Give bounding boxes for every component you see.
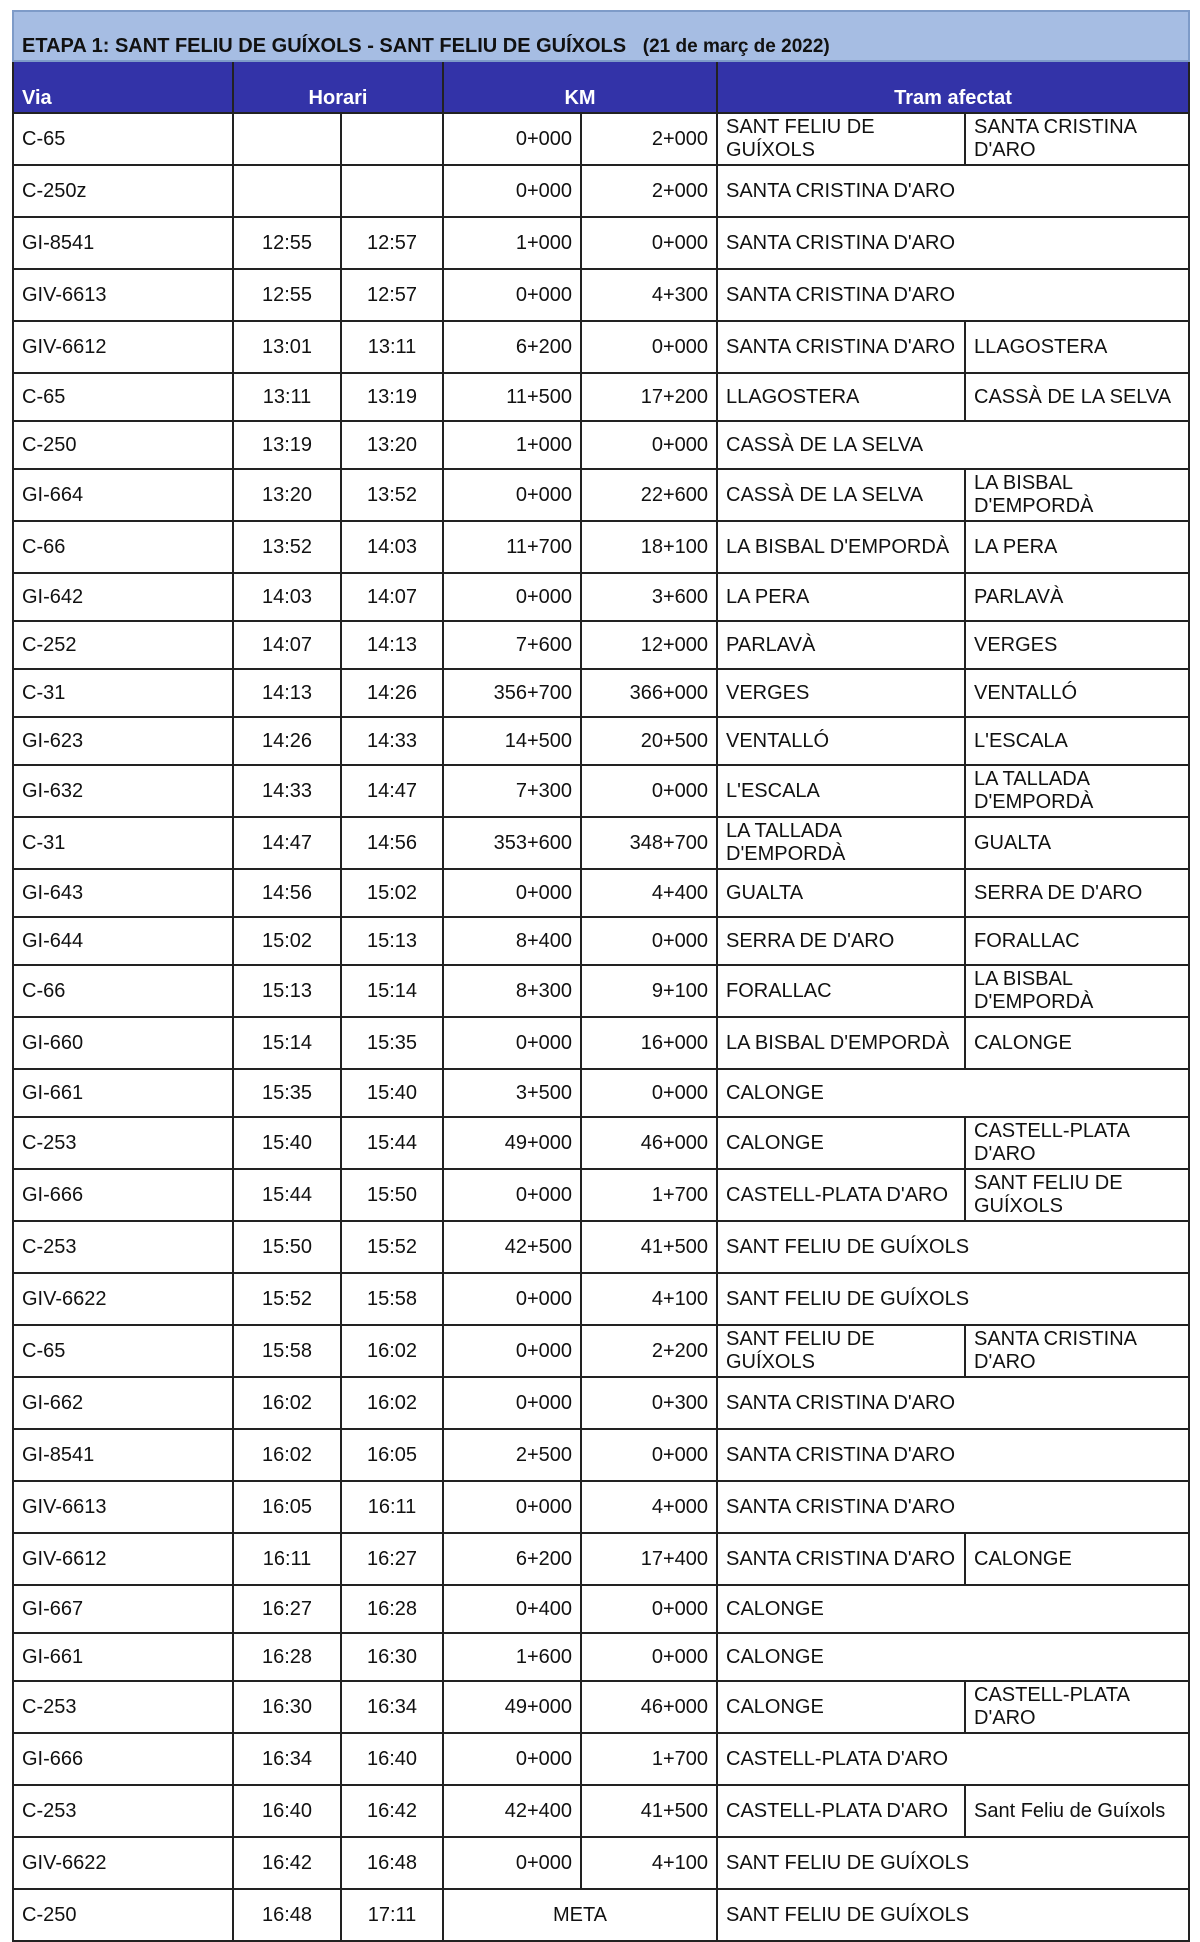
- table-row: [13, 1837, 1189, 1889]
- cell-km-start: 0+000: [443, 165, 581, 217]
- cell-km-start: 11+500: [443, 373, 581, 421]
- cell-time-end: 14:26: [341, 669, 443, 717]
- cell-tram-to: CASSÀ DE LA SELVA: [965, 373, 1189, 421]
- table-row: [13, 621, 1189, 669]
- cell-tram: SANT FELIU DE GUÍXOLS: [717, 1273, 1189, 1325]
- cell-tram-to: L'ESCALA: [965, 717, 1189, 765]
- cell-km-meta: META: [443, 1889, 717, 1941]
- cell-km-end: 4+000: [581, 1481, 717, 1533]
- header-tram-afectat: Tram afectat: [717, 61, 1189, 113]
- cell-time-start: 16:27: [233, 1585, 341, 1633]
- cell-time-start: 16:02: [233, 1377, 341, 1429]
- cell-km-start: 0+000: [443, 1325, 581, 1377]
- cell-time-end: 16:42: [341, 1785, 443, 1837]
- cell-time-end: 15:02: [341, 869, 443, 917]
- cell-time-end: 16:34: [341, 1681, 443, 1733]
- cell-time-start: 12:55: [233, 217, 341, 269]
- cell-time-start: 14:07: [233, 621, 341, 669]
- cell-time-end: 15:13: [341, 917, 443, 965]
- table-row: [13, 1533, 1189, 1585]
- cell-tram-to: Sant Feliu de Guíxols: [965, 1785, 1189, 1837]
- cell-via: GIV-6613: [13, 269, 233, 321]
- stage-title: [13, 11, 1189, 61]
- cell-time-end: 16:02: [341, 1377, 443, 1429]
- cell-time-end: 16:02: [341, 1325, 443, 1377]
- cell-time-end: [341, 165, 443, 217]
- stage-table-container: [12, 10, 1188, 1942]
- table-row: [13, 717, 1189, 765]
- table-row: [13, 965, 1189, 1017]
- cell-via: C-252: [13, 621, 233, 669]
- cell-time-start: 15:13: [233, 965, 341, 1017]
- cell-time-end: 15:35: [341, 1017, 443, 1069]
- cell-tram-from: LLAGOSTERA: [717, 373, 965, 421]
- cell-tram-from: CASTELL-PLATA D'ARO: [717, 1169, 965, 1221]
- cell-km-end: 18+100: [581, 521, 717, 573]
- title-row: [13, 11, 1189, 61]
- cell-tram: SANTA CRISTINA D'ARO: [717, 1377, 1189, 1429]
- table-row: [13, 669, 1189, 717]
- cell-time-end: 13:19: [341, 373, 443, 421]
- cell-tram-from: LA BISBAL D'EMPORDÀ: [717, 1017, 965, 1069]
- cell-via: GI-8541: [13, 1429, 233, 1481]
- cell-time-start: 16:48: [233, 1889, 341, 1941]
- cell-tram-from: L'ESCALA: [717, 765, 965, 817]
- cell-via: GI-667: [13, 1585, 233, 1633]
- cell-tram-from: CASSÀ DE LA SELVA: [717, 469, 965, 521]
- cell-time-end: 16:30: [341, 1633, 443, 1681]
- table-row: [13, 269, 1189, 321]
- table-row: [13, 1377, 1189, 1429]
- cell-km-end: 1+700: [581, 1169, 717, 1221]
- cell-via: C-250: [13, 1889, 233, 1941]
- cell-km-end: 0+000: [581, 321, 717, 373]
- table-row: [13, 1585, 1189, 1633]
- table-row: [13, 1325, 1189, 1377]
- cell-time-end: 15:52: [341, 1221, 443, 1273]
- cell-km-start: 0+000: [443, 1017, 581, 1069]
- table-row: [13, 321, 1189, 373]
- table-row: [13, 217, 1189, 269]
- cell-tram-from: LA PERA: [717, 573, 965, 621]
- cell-km-start: 14+500: [443, 717, 581, 765]
- cell-km-end: 0+000: [581, 1069, 717, 1117]
- cell-km-start: 0+000: [443, 1481, 581, 1533]
- cell-via: GIV-6622: [13, 1837, 233, 1889]
- header-via: Via: [13, 61, 233, 113]
- cell-time-end: 17:11: [341, 1889, 443, 1941]
- cell-km-start: 0+000: [443, 1733, 581, 1785]
- cell-km-end: 17+200: [581, 373, 717, 421]
- cell-time-start: 15:35: [233, 1069, 341, 1117]
- cell-km-start: 1+600: [443, 1633, 581, 1681]
- cell-via: C-66: [13, 965, 233, 1017]
- cell-tram-to: LA BISBAL D'EMPORDÀ: [965, 469, 1189, 521]
- cell-via: C-253: [13, 1221, 233, 1273]
- cell-tram: SANTA CRISTINA D'ARO: [717, 165, 1189, 217]
- cell-km-end: 41+500: [581, 1221, 717, 1273]
- cell-km-start: 49+000: [443, 1117, 581, 1169]
- cell-km-start: 6+200: [443, 321, 581, 373]
- cell-tram-from: SANT FELIU DE GUÍXOLS: [717, 1325, 965, 1377]
- cell-tram-from: CALONGE: [717, 1681, 965, 1733]
- stage-table: [12, 10, 1190, 1942]
- table-row: [13, 1681, 1189, 1733]
- header-km: KM: [443, 61, 717, 113]
- cell-time-end: 16:11: [341, 1481, 443, 1533]
- cell-time-start: 13:19: [233, 421, 341, 469]
- cell-km-end: 46+000: [581, 1117, 717, 1169]
- cell-tram-to: LA BISBAL D'EMPORDÀ: [965, 965, 1189, 1017]
- cell-km-end: 22+600: [581, 469, 717, 521]
- cell-tram-to: LA PERA: [965, 521, 1189, 573]
- cell-km-end: 4+400: [581, 869, 717, 917]
- cell-time-start: 14:56: [233, 869, 341, 917]
- table-row: [13, 1221, 1189, 1273]
- table-row: [13, 1633, 1189, 1681]
- cell-via: GIV-6613: [13, 1481, 233, 1533]
- cell-tram: SANTA CRISTINA D'ARO: [717, 269, 1189, 321]
- cell-tram-from: LA BISBAL D'EMPORDÀ: [717, 521, 965, 573]
- cell-tram: SANTA CRISTINA D'ARO: [717, 217, 1189, 269]
- cell-time-start: [233, 113, 341, 165]
- cell-time-end: 15:58: [341, 1273, 443, 1325]
- cell-tram-from: GUALTA: [717, 869, 965, 917]
- cell-time-start: 16:30: [233, 1681, 341, 1733]
- cell-tram-from: FORALLAC: [717, 965, 965, 1017]
- cell-time-start: 14:03: [233, 573, 341, 621]
- cell-km-start: 0+000: [443, 573, 581, 621]
- cell-time-end: [341, 113, 443, 165]
- cell-time-end: 12:57: [341, 269, 443, 321]
- cell-time-end: 16:48: [341, 1837, 443, 1889]
- cell-km-start: 356+700: [443, 669, 581, 717]
- cell-tram-from: SANTA CRISTINA D'ARO: [717, 1533, 965, 1585]
- cell-km-start: 8+400: [443, 917, 581, 965]
- cell-km-end: 2+000: [581, 113, 717, 165]
- cell-km-start: 2+500: [443, 1429, 581, 1481]
- cell-km-start: 42+400: [443, 1785, 581, 1837]
- cell-time-start: 16:34: [233, 1733, 341, 1785]
- cell-km-end: 0+000: [581, 917, 717, 965]
- cell-time-start: 16:40: [233, 1785, 341, 1837]
- cell-via: GI-643: [13, 869, 233, 917]
- table-row: [13, 165, 1189, 217]
- cell-tram-to: GUALTA: [965, 817, 1189, 869]
- cell-time-start: 16:28: [233, 1633, 341, 1681]
- cell-via: C-66: [13, 521, 233, 573]
- header-horari: Horari: [233, 61, 443, 113]
- cell-km-end: 366+000: [581, 669, 717, 717]
- cell-tram-from: VERGES: [717, 669, 965, 717]
- cell-km-start: 1+000: [443, 217, 581, 269]
- cell-via: GI-632: [13, 765, 233, 817]
- cell-via: GI-660: [13, 1017, 233, 1069]
- cell-km-start: 0+000: [443, 269, 581, 321]
- cell-km-end: 348+700: [581, 817, 717, 869]
- cell-tram-to: CASTELL-PLATA D'ARO: [965, 1681, 1189, 1733]
- cell-time-end: 13:52: [341, 469, 443, 521]
- cell-tram: SANT FELIU DE GUÍXOLS: [717, 1221, 1189, 1273]
- cell-time-start: 16:02: [233, 1429, 341, 1481]
- cell-km-start: 6+200: [443, 1533, 581, 1585]
- cell-via: GI-666: [13, 1169, 233, 1221]
- cell-time-start: 15:52: [233, 1273, 341, 1325]
- cell-via: GI-661: [13, 1069, 233, 1117]
- cell-time-end: 14:47: [341, 765, 443, 817]
- cell-km-start: 11+700: [443, 521, 581, 573]
- cell-km-start: 0+000: [443, 1377, 581, 1429]
- cell-tram-from: VENTALLÓ: [717, 717, 965, 765]
- cell-via: GI-623: [13, 717, 233, 765]
- cell-time-start: 13:52: [233, 521, 341, 573]
- cell-tram: CALONGE: [717, 1585, 1189, 1633]
- cell-km-end: 0+000: [581, 217, 717, 269]
- cell-km-end: 0+000: [581, 1429, 717, 1481]
- cell-time-start: 14:26: [233, 717, 341, 765]
- cell-via: GI-666: [13, 1733, 233, 1785]
- cell-time-start: 12:55: [233, 269, 341, 321]
- cell-tram-from: PARLAVÀ: [717, 621, 965, 669]
- cell-tram-to: CALONGE: [965, 1533, 1189, 1585]
- cell-time-end: 12:57: [341, 217, 443, 269]
- cell-via: C-65: [13, 373, 233, 421]
- table-row: [13, 817, 1189, 869]
- header-row: [13, 61, 1189, 113]
- cell-km-start: 0+000: [443, 869, 581, 917]
- cell-km-end: 4+100: [581, 1273, 717, 1325]
- cell-time-start: 13:20: [233, 469, 341, 521]
- cell-time-end: 14:33: [341, 717, 443, 765]
- cell-km-start: 0+400: [443, 1585, 581, 1633]
- table-row: [13, 573, 1189, 621]
- cell-tram-to: LLAGOSTERA: [965, 321, 1189, 373]
- cell-km-end: 0+000: [581, 421, 717, 469]
- cell-via: GIV-6612: [13, 1533, 233, 1585]
- cell-via: C-250z: [13, 165, 233, 217]
- table-row: [13, 1169, 1189, 1221]
- cell-time-end: 16:28: [341, 1585, 443, 1633]
- cell-tram-to: CALONGE: [965, 1017, 1189, 1069]
- cell-km-start: 0+000: [443, 469, 581, 521]
- cell-km-end: 17+400: [581, 1533, 717, 1585]
- cell-km-end: 0+000: [581, 1633, 717, 1681]
- cell-km-start: 3+500: [443, 1069, 581, 1117]
- cell-time-end: 14:03: [341, 521, 443, 573]
- cell-time-end: 14:13: [341, 621, 443, 669]
- cell-km-start: 7+300: [443, 765, 581, 817]
- cell-km-end: 0+300: [581, 1377, 717, 1429]
- cell-via: C-253: [13, 1785, 233, 1837]
- cell-time-start: [233, 165, 341, 217]
- table-row: [13, 521, 1189, 573]
- cell-via: C-65: [13, 113, 233, 165]
- cell-tram-to: VERGES: [965, 621, 1189, 669]
- cell-time-start: 14:47: [233, 817, 341, 869]
- cell-tram-to: CASTELL-PLATA D'ARO: [965, 1117, 1189, 1169]
- cell-time-start: 15:58: [233, 1325, 341, 1377]
- cell-time-end: 16:27: [341, 1533, 443, 1585]
- table-row: [13, 1117, 1189, 1169]
- cell-tram-to: SERRA DE D'ARO: [965, 869, 1189, 917]
- cell-tram-to: VENTALLÓ: [965, 669, 1189, 717]
- cell-km-start: 0+000: [443, 1169, 581, 1221]
- cell-tram: SANT FELIU DE GUÍXOLS: [717, 1837, 1189, 1889]
- cell-time-start: 15:14: [233, 1017, 341, 1069]
- cell-km-end: 12+000: [581, 621, 717, 669]
- cell-via: GI-662: [13, 1377, 233, 1429]
- cell-via: GIV-6612: [13, 321, 233, 373]
- cell-time-start: 15:40: [233, 1117, 341, 1169]
- table-row: [13, 1429, 1189, 1481]
- cell-km-end: 2+200: [581, 1325, 717, 1377]
- table-row: [13, 1889, 1189, 1941]
- cell-time-end: 14:07: [341, 573, 443, 621]
- cell-time-end: 16:40: [341, 1733, 443, 1785]
- table-row: [13, 421, 1189, 469]
- cell-tram-from: SERRA DE D'ARO: [717, 917, 965, 965]
- cell-km-start: 7+600: [443, 621, 581, 669]
- cell-tram-from: CALONGE: [717, 1117, 965, 1169]
- table-row: [13, 917, 1189, 965]
- cell-tram: CASTELL-PLATA D'ARO: [717, 1733, 1189, 1785]
- cell-via: GI-644: [13, 917, 233, 965]
- stage-date: (21 de març de 2022): [642, 36, 830, 57]
- table-row: [13, 113, 1189, 165]
- cell-km-start: 0+000: [443, 113, 581, 165]
- cell-time-start: 15:44: [233, 1169, 341, 1221]
- cell-km-end: 46+000: [581, 1681, 717, 1733]
- cell-time-start: 15:50: [233, 1221, 341, 1273]
- table-row: [13, 1733, 1189, 1785]
- cell-time-start: 16:05: [233, 1481, 341, 1533]
- cell-tram: SANTA CRISTINA D'ARO: [717, 1481, 1189, 1533]
- cell-time-start: 15:02: [233, 917, 341, 965]
- cell-tram-to: LA TALLADA D'EMPORDÀ: [965, 765, 1189, 817]
- cell-via: C-253: [13, 1117, 233, 1169]
- cell-time-start: 13:01: [233, 321, 341, 373]
- cell-km-start: 49+000: [443, 1681, 581, 1733]
- cell-time-end: 15:50: [341, 1169, 443, 1221]
- cell-km-end: 0+000: [581, 765, 717, 817]
- cell-tram-to: SANTA CRISTINA D'ARO: [965, 1325, 1189, 1377]
- cell-km-end: 1+700: [581, 1733, 717, 1785]
- stage-name: ETAPA 1: SANT FELIU DE GUÍXOLS - SANT FELIU DE GUÍXOLS: [22, 35, 627, 57]
- table-row: [13, 1785, 1189, 1837]
- cell-time-end: 13:20: [341, 421, 443, 469]
- table-row: [13, 869, 1189, 917]
- cell-km-start: 1+000: [443, 421, 581, 469]
- cell-km-end: 4+100: [581, 1837, 717, 1889]
- table-body: [13, 113, 1189, 1941]
- cell-time-end: 16:05: [341, 1429, 443, 1481]
- table-row: [13, 1069, 1189, 1117]
- cell-time-end: 13:11: [341, 321, 443, 373]
- table-row: [13, 373, 1189, 421]
- cell-via: C-253: [13, 1681, 233, 1733]
- cell-km-start: 8+300: [443, 965, 581, 1017]
- cell-via: GI-664: [13, 469, 233, 521]
- cell-via: GIV-6622: [13, 1273, 233, 1325]
- cell-tram-to: SANT FELIU DE GUÍXOLS: [965, 1169, 1189, 1221]
- cell-tram: CASSÀ DE LA SELVA: [717, 421, 1189, 469]
- cell-time-start: 14:13: [233, 669, 341, 717]
- table-row: [13, 765, 1189, 817]
- cell-tram-from: SANTA CRISTINA D'ARO: [717, 321, 965, 373]
- cell-time-start: 16:42: [233, 1837, 341, 1889]
- cell-tram-from: LA TALLADA D'EMPORDÀ: [717, 817, 965, 869]
- cell-km-start: 42+500: [443, 1221, 581, 1273]
- cell-km-start: 0+000: [443, 1837, 581, 1889]
- cell-tram-to: FORALLAC: [965, 917, 1189, 965]
- cell-time-end: 15:40: [341, 1069, 443, 1117]
- cell-time-end: 15:44: [341, 1117, 443, 1169]
- cell-tram: CALONGE: [717, 1633, 1189, 1681]
- cell-via: C-31: [13, 669, 233, 717]
- cell-km-end: 3+600: [581, 573, 717, 621]
- cell-tram-to: SANTA CRISTINA D'ARO: [965, 113, 1189, 165]
- cell-km-end: 41+500: [581, 1785, 717, 1837]
- cell-tram: SANT FELIU DE GUÍXOLS: [717, 1889, 1189, 1941]
- table-row: [13, 1017, 1189, 1069]
- table-row: [13, 1273, 1189, 1325]
- cell-via: GI-642: [13, 573, 233, 621]
- cell-km-end: 16+000: [581, 1017, 717, 1069]
- cell-tram-from: CASTELL-PLATA D'ARO: [717, 1785, 965, 1837]
- cell-time-start: 14:33: [233, 765, 341, 817]
- cell-km-end: 9+100: [581, 965, 717, 1017]
- cell-time-start: 13:11: [233, 373, 341, 421]
- cell-tram-to: PARLAVÀ: [965, 573, 1189, 621]
- cell-via: GI-661: [13, 1633, 233, 1681]
- table-row: [13, 1481, 1189, 1533]
- cell-km-start: 0+000: [443, 1273, 581, 1325]
- cell-km-end: 2+000: [581, 165, 717, 217]
- cell-tram-from: SANT FELIU DE GUÍXOLS: [717, 113, 965, 165]
- cell-time-end: 14:56: [341, 817, 443, 869]
- cell-tram: CALONGE: [717, 1069, 1189, 1117]
- cell-km-end: 20+500: [581, 717, 717, 765]
- cell-tram: SANTA CRISTINA D'ARO: [717, 1429, 1189, 1481]
- cell-via: C-65: [13, 1325, 233, 1377]
- cell-via: C-250: [13, 421, 233, 469]
- cell-km-start: 353+600: [443, 817, 581, 869]
- cell-time-end: 15:14: [341, 965, 443, 1017]
- cell-via: GI-8541: [13, 217, 233, 269]
- table-row: [13, 469, 1189, 521]
- cell-time-start: 16:11: [233, 1533, 341, 1585]
- cell-km-end: 0+000: [581, 1585, 717, 1633]
- cell-km-end: 4+300: [581, 269, 717, 321]
- cell-via: C-31: [13, 817, 233, 869]
